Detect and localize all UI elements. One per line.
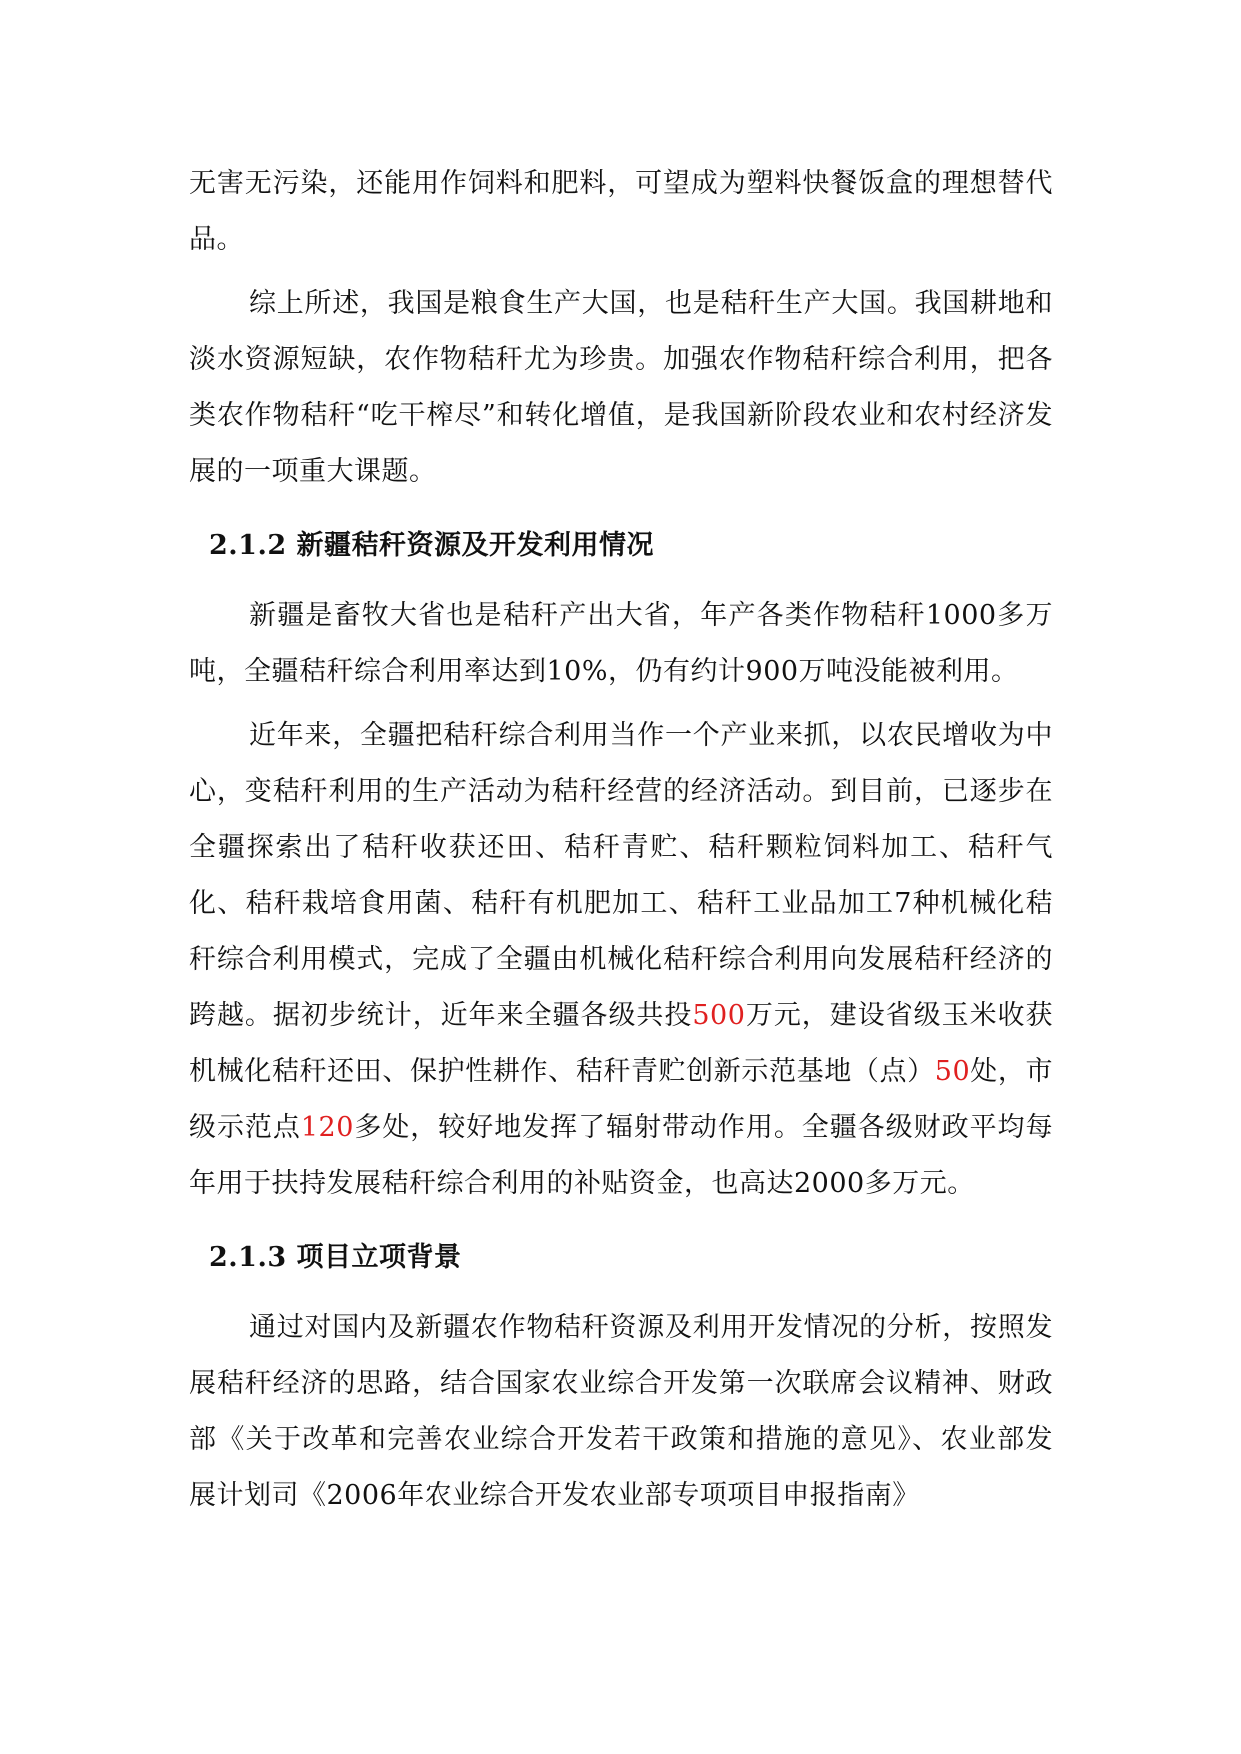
text-segment: 万元，建设省级玉米收获机械化秸秆还田、保护性耕作、秸秆青贮创新示范基地（点）: [189, 1000, 1054, 1087]
paragraph-project-background: 通过对国内及新疆农作物秸秆资源及利用开发情况的分析，按照发展秸秆经济的思路，结合国家农业综合开发第一次联席会议精神、财政部《关于改革和完善农业综合开发若干政策和措施的意见》、农业部发展计划司《2006年农业综合开发农业部专项项目申报指南》: [189, 1312, 1053, 1511]
spacer: [189, 1286, 1053, 1300]
text-segment: 多处，较好地发挥了辐射带动作用。全疆各级财政平均每年用于扶持发展秸秆综合利用的补贴资金，也高达2000多万元。: [189, 1112, 1054, 1199]
paragraph-continuation: 无害无污染，还能用作饲料和肥料，可望成为塑料快餐饭盒的理想替代品。: [189, 168, 1053, 255]
text-segment: 近年来，全疆把秸秆综合利用当作一个产业来抓，以农民增收为中心，变秸秆利用的生产活动为秸秆经营的经济活动。到目前，已逐步在全疆探索出了秸秆收获还田、秸秆青贮、秸秆颗粒饲料加工、秸秆气化、秸秆栽培食用菌、秸秆有机肥加工、秸秆工业品加工7种机械化秸秆综合利用模式，完成了全疆由机械化秸秆综合利用向发展秸秆经济的跨越。据初步统计，近年来全疆各级共投: [189, 720, 1053, 1031]
highlighted-number: 50: [934, 1056, 971, 1087]
spacer: [189, 500, 1053, 518]
spacer: [189, 574, 1053, 588]
highlighted-number: 120: [300, 1112, 354, 1143]
spacer: [189, 1212, 1053, 1230]
highlighted-number: 500: [692, 1000, 746, 1031]
spacer: [189, 268, 1053, 276]
section-heading-2-1-3: 2.1.3 项目立项背景: [209, 1242, 462, 1273]
document-body: [189, 156, 1053, 1524]
paragraph-xinjiang-straw-utilization: [189, 708, 1053, 1212]
paragraph-xinjiang-straw-output: 新疆是畜牧大省也是秸秆产出大省，年产各类作物秸秆1000多万吨，全疆秸秆综合利用率达到10%，仍有约计900万吨没能被利用。: [189, 600, 1053, 687]
spacer: [189, 700, 1053, 708]
text-segment: 处，市级示范点: [189, 1056, 1054, 1143]
section-heading-2-1-2: 2.1.2 新疆秸秆资源及开发利用情况: [209, 530, 655, 561]
paragraph-summary: 综上所述，我国是粮食生产大国，也是秸秆生产大国。我国耕地和淡水资源短缺，农作物秸秆尤为珍贵。加强农作物秸秆综合利用，把各类农作物秸秆“吃干榨尽”和转化增值，是我国新阶段农业和农村经济发展的一项重大课题。: [189, 288, 1053, 487]
